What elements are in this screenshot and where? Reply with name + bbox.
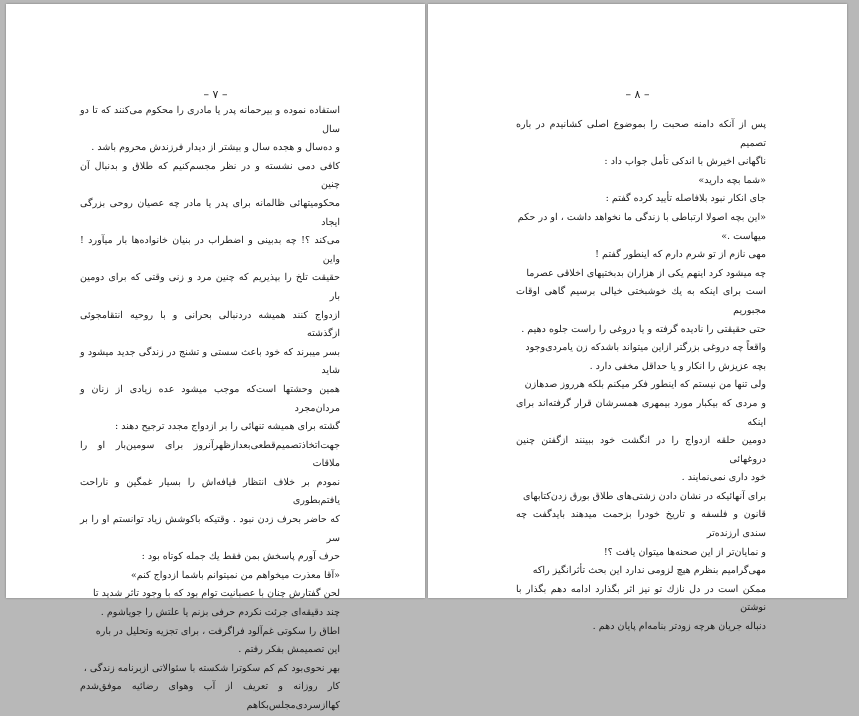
- text-line: «آقا معذرت میخواهم من نمیتوانم باشما ازدواج کنم»: [130, 569, 340, 581]
- text-line: و ده‌سال و هجده سال و بیشتر از دیدار فرزندش محروم باشد .: [91, 142, 340, 154]
- text-line: اطاق را سکوتی غم‌آلود فراگرفت ، برای تجزیه وتحلیل در باره: [95, 625, 340, 637]
- page-body-text: [516, 116, 766, 637]
- text-line: ولی تنها من نیستم که اینطور فکر میکنم بلکه هرروز صدهازن: [524, 379, 766, 391]
- text-line: ناگهانی اخیرش با اندکی تأمل جواب داد :: [604, 156, 766, 168]
- text-line: که حاضر بحرف زدن نبود . وقتیکه باکوشش زیاد توانستم او را بر سر: [80, 514, 340, 544]
- text-line: و مردی که بیکبار مورد بیمهری همسرشان قرار گرفته‌اند برای اینکه: [516, 397, 766, 428]
- text-line: است برای اینکه به یك خوشبختی خیالی برسیم گاهی اوقات مجبوریم: [516, 286, 766, 316]
- text-line: همین وحشتها است‌که موجب میشود عده زیادی از زنان و مردان‌مجرد: [80, 383, 340, 414]
- document-page-left: [6, 4, 425, 711]
- text-line: گشته برای همیشه تنهائی را بر ازدواج مجدد ترجیح دهند :: [114, 421, 340, 433]
- text-line: دنباله جریان هرچه زودتر بنامه‌ام پایان دهم .: [592, 621, 766, 633]
- text-line: قانون و فلسفه و تاریخ خودرا بزحمت میدهند بایدگفت چه سندی ارزنده‌تر: [516, 509, 766, 540]
- text-line: حرف آورم پاسخش بمن فقط یك جمله کوتاه بود :: [141, 551, 340, 563]
- text-line: نمودم بر خلاف انتظار قیافه‌اش را بسیار غمگین و ناراحت یافتم‌بطوری: [80, 476, 340, 507]
- text-line: واقعاً چه دروغی بزرگتر ازاین میتواند باشدکه زن یامردی‌وجود: [525, 342, 766, 354]
- text-line: این تصمیمش بفکر رفتم .: [238, 644, 340, 656]
- text-line: «این بچه اصولا ارتباطی با زندگی ما نخواهد داشت ، او در حکم: [517, 211, 766, 223]
- text-line: برای آنهائیکه در نشان دادن زشتی‌های طلاق بورق زدن‌کتابهای: [522, 490, 766, 502]
- text-line: ازدواج کنند همیشه دردنبالی بحرانی و با روحیه انتقامجوئی ازگذشته: [80, 309, 340, 340]
- text-line: محکومیتهائی ظالمانه برای پدر یا مادر چه عصیان روحی بزرگی ایجاد: [80, 197, 340, 228]
- text-line: لحن گفتارش چنان با عصبانیت توام بود که با وجود تاثر شدید تا: [93, 588, 340, 600]
- text-line: و نمایان‌تر از این صحنه‌ها میتوان یافت ؟!: [603, 546, 766, 558]
- text-line: مهی‌گرامیم بنظرم هیچ لزومی ندارد این بحث تأثرانگیز راکه: [532, 565, 766, 577]
- page-number: – ۷ –: [203, 88, 228, 101]
- text-line: دومین حلقه ازدواج را در انگشت خود ببینند ازگفتن چنین دروغهائی: [516, 435, 766, 465]
- text-line: استفاده نموده و بیرحمانه پدر یا مادری را محکوم می‌کنند که تا دو سال: [80, 105, 340, 135]
- text-line: می‌کند ؟! چه بدبینی و اضطراب در بنیان خانواده‌ها بار میآورد ! واین: [80, 235, 340, 265]
- text-line: جای انکار نبود بلافاصله تأیید کرده گفتم :: [605, 193, 766, 205]
- text-line: بهر نحوی‌بود کم کم سکوترا شکسته با سئوالاتی ازبرنامه زندگی ،: [83, 662, 340, 674]
- text-line: پس از آنکه دامنه صحبت را بموضوع اصلی کشانیدم در باره تصمیم: [516, 119, 766, 149]
- text-line: کار روزانه و تعریف از آب وهوای رضائیه موفق‌شدم کها‌ازسردی‌مجلس‌بکاهم: [80, 681, 340, 711]
- text-line: مهی نازم از تو شرم دارم که اینطور گفتم !: [595, 249, 766, 261]
- text-line: خود داری نمی‌نمایند .: [681, 472, 766, 484]
- text-line: جهت‌اتخاذتصمیم‌قطعی‌بعدازظهرآنروز برای سومین‌بار او را ملاقات: [80, 439, 340, 470]
- text-line: میهاست .»: [721, 230, 766, 242]
- text-line: حتی حقیقتی را نادیده گرفته و یا دروغی را راست جلوه دهیم .: [521, 323, 766, 335]
- text-line: چند دقیقه‌ای جرئت نکردم حرفی بزنم یا علتش را جویاشوم .: [100, 607, 340, 619]
- text-line: «شما بچه دارید»: [698, 174, 766, 186]
- text-line: کافی دمی نشسته و در نظر مجسم‌کنیم که طلاق و بدنبال آن چنین: [80, 160, 340, 191]
- text-line: بچه عزیزش را انکار و یا حداقل مخفی دارد .: [589, 360, 766, 372]
- page-number: – ۸ –: [625, 88, 650, 101]
- text-line: بسر میبرند که خود باعث سستی و تشنج در زندگی جدید میشود و شاید: [80, 346, 340, 377]
- text-line: چه میشود کرد اینهم یکی از هزاران بدبختیهای اخلاقی عصرما: [526, 267, 766, 279]
- page-body-text: [80, 102, 340, 716]
- text-line: حقیقت تلخ را بپذیریم که چنین مرد و زنی وقتی که برای دومین بار: [80, 272, 340, 302]
- text-line: ممکن است در دل نازك تو نیز اثر بگذارد ادامه دهم بگذار با نوشتن: [516, 583, 766, 614]
- document-page-right: [428, 4, 847, 633]
